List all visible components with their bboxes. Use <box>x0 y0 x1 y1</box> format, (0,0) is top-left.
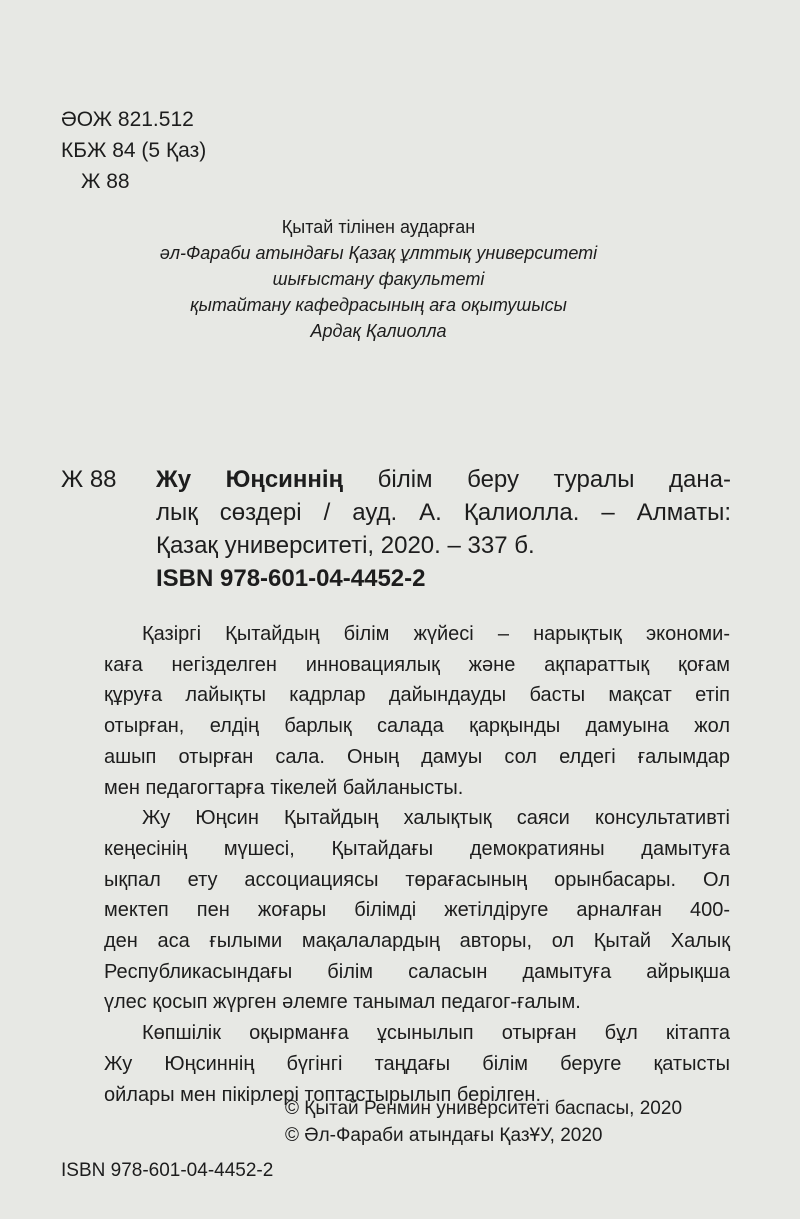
annotation-line: Республикасындағы білім саласын дамытуға айрықша <box>104 960 730 983</box>
annotation-line: ойлары мен пікірлері топтастырылып берілген. <box>104 1083 542 1106</box>
catalog-entry <box>61 463 731 595</box>
copyright-university: © Әл-Фараби атындағы ҚазҰУ, 2020 <box>285 1125 603 1146</box>
annotation-line: отырған, елдің барлық салада қарқынды дамуына жол <box>104 715 730 738</box>
annotation <box>104 619 730 1110</box>
copyright-publisher: © Қытай Ренмин университеті баспасы, 2020 <box>285 1098 683 1119</box>
catalog-line-2: лық сөздері / ауд. А. Қалиолла. – Алматы: <box>156 499 731 526</box>
translator-faculty: шығыстану факультеті <box>272 269 485 289</box>
catalog-code: Ж 88 <box>61 466 117 493</box>
annotation-line: ашып отырған сала. Оның дамуы сол елдегі ғалымдар <box>104 745 730 768</box>
translator-intro: Қытай тілінен аударған <box>281 217 476 237</box>
isbn-footer: ISBN 978-601-04-4452-2 <box>61 1160 274 1181</box>
catalog-author: Жу Юңсиннің <box>156 466 344 493</box>
annotation-line: үлес қосып жүрген әлемге танымал педагог-ғалым. <box>104 991 581 1014</box>
copyright-block <box>285 1095 682 1149</box>
catalog-line-1 <box>61 463 731 496</box>
annotation-paragraph-1 <box>104 619 730 803</box>
kbzh-code: КБЖ 84 (5 Қаз) <box>61 139 207 162</box>
catalog-isbn: ISBN 978-601-04-4452-2 <box>156 565 426 592</box>
annotation-line: Қазіргі Қытайдың білім жүйесі – нарықтық экономи- <box>142 623 730 645</box>
annotation-line: кеңесінің мүшесі, Қытайдағы демократияны дамытуға <box>104 837 730 860</box>
annotation-line: мен педагогтарға тікелей байланысты. <box>104 776 464 799</box>
translator-block <box>0 214 757 344</box>
classification-codes <box>61 104 206 197</box>
annotation-line: Жу Юңсин Қытайдың халықтық саяси консультативті <box>142 807 730 830</box>
annotation-line: Көпшілік оқырманға ұсынылып отырған бұл кітапта <box>142 1022 730 1045</box>
annotation-line: мектеп пен жоғары білімді жетілдіруге арналған 400- <box>104 899 730 922</box>
uok-code: ӘОЖ 821.512 <box>61 108 194 131</box>
annotation-paragraph-2 <box>104 803 730 1018</box>
translator-name: Ардақ Қалиолла <box>310 321 447 341</box>
author-mark: Ж 88 <box>81 170 130 193</box>
annotation-line: Жу Юңсиннің бүгінгі таңдағы білім беруге қатысты <box>104 1052 730 1075</box>
translator-university: әл-Фараби атындағы Қазақ ұлттық университеті <box>159 243 598 263</box>
annotation-line: құруға лайықты кадрлар дайындауды басты мақсат етіп <box>104 684 730 707</box>
annotation-line: ден аса ғылыми мақалалардың авторы, ол Қытай Халық <box>104 930 730 953</box>
catalog-title-start: білім беру туралы дана- <box>377 466 731 493</box>
annotation-line: ықпал ету ассоциациясы төрағасының орынбасары. Ол <box>104 868 730 891</box>
annotation-line: каға негізделген инновациялық және ақпараттық қоғам <box>104 653 730 676</box>
translator-department: қытайтану кафедрасының аға оқытушысы <box>190 295 567 315</box>
catalog-line-3: Қазақ университеті, 2020. – 337 б. <box>156 532 535 559</box>
